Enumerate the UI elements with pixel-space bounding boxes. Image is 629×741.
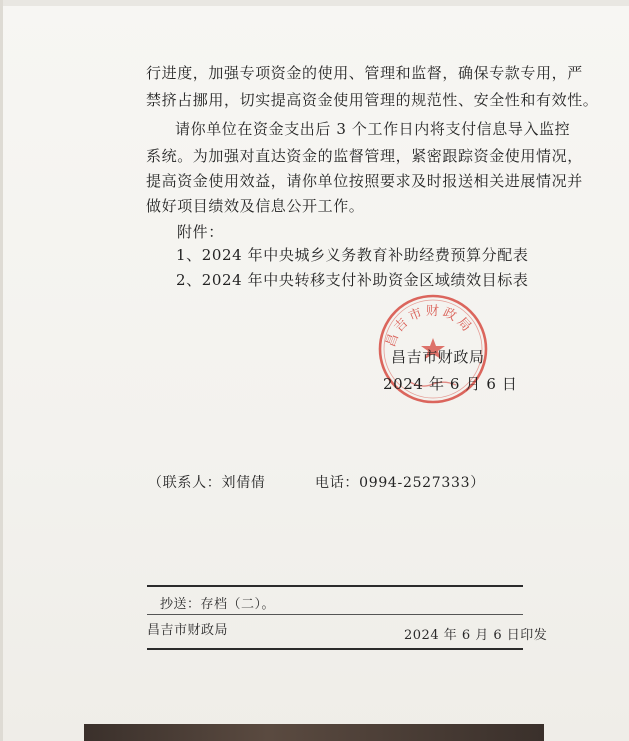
footer-rule-middle bbox=[147, 614, 523, 615]
body-line-1: 行进度，加强专项资金的使用、管理和监督，确保专款专用，严 bbox=[146, 64, 583, 82]
body-line-4: 系统。为加强对直达资金的监督管理，紧密跟踪资金使用情况， bbox=[146, 147, 583, 165]
page-side-edge bbox=[0, 0, 3, 741]
body-line-3: 请你单位在资金支出后 3 个工作日内将支付信息导入监控 bbox=[175, 120, 571, 138]
footer-print-date: 2024 年 6 月 6 日印发 bbox=[404, 628, 548, 643]
seal-text: 昌吉市财政局 bbox=[383, 303, 476, 350]
contact-person: （联系人：刘倩倩 bbox=[148, 475, 266, 491]
attachments-label: 附件： bbox=[177, 223, 224, 241]
attachment-item-2: 2、2024 年中央转移支付补助资金区域绩效目标表 bbox=[176, 271, 529, 289]
footer-cc: 抄送：存档（二）。 bbox=[160, 597, 276, 612]
signature-org: 昌吉市财政局 bbox=[391, 348, 485, 366]
footer-rule-top bbox=[147, 585, 523, 587]
body-line-5: 提高资金使用效益，请你单位按照要求及时报送相关进展情况并 bbox=[146, 172, 583, 190]
attachment-item-1: 1、2024 年中央城乡义务教育补助经费预算分配表 bbox=[176, 246, 529, 264]
page-top-edge bbox=[0, 0, 629, 6]
signature-date: 2024 年 6 月 6 日 bbox=[383, 375, 518, 393]
body-line-6: 做好项目绩效及信息公开工作。 bbox=[146, 197, 365, 215]
scan-bottom-band bbox=[84, 724, 544, 741]
body-line-2: 禁挤占挪用，切实提高资金使用管理的规范性、安全性和有效性。 bbox=[146, 91, 599, 109]
contact-phone: 电话：0994-2527333） bbox=[315, 475, 485, 491]
footer-issuer: 昌吉市财政局 bbox=[147, 623, 229, 638]
footer-rule-bottom bbox=[147, 648, 523, 650]
